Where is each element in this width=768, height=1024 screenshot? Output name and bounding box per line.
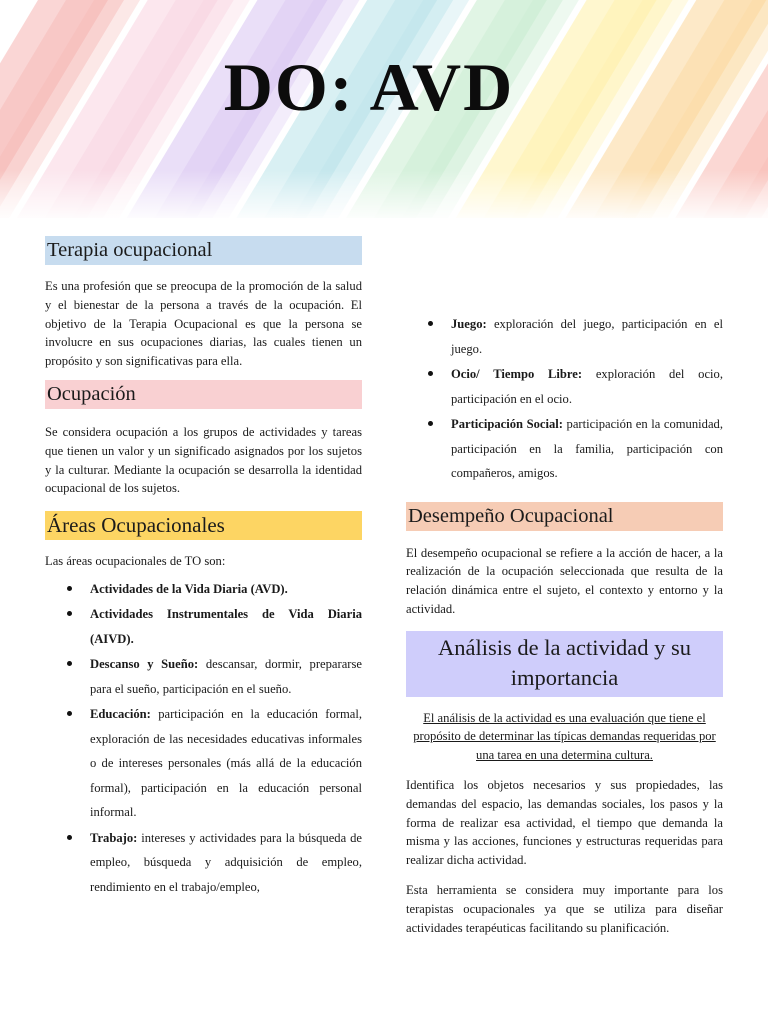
heading-analisis-actividad: Análisis de la actividad y su importancia <box>406 631 723 697</box>
right-column <box>406 312 723 937</box>
areas-intro: Las áreas ocupacionales de TO son: <box>45 554 226 569</box>
left-column <box>45 236 362 900</box>
paragraph-desempeno: El desempeño ocupacional se refiere a la acción de hacer, a la realización de la ocupación seleccionada que resulta de la relación dinámica entre el sujeto, el contexto y entorno y la actividad. <box>406 545 723 616</box>
areas-list-continued <box>406 312 723 486</box>
list-item: Participación Social: participación en la comunidad, participación en la familia, participación con compañeros, amigos. <box>406 412 723 486</box>
heading-terapia-ocupacional: Terapia ocupacional <box>45 236 362 265</box>
page-title: DO: AVD <box>223 49 515 125</box>
list-item: Ocio/ Tiempo Libre: exploración del ocio, participación en el ocio. <box>406 362 723 411</box>
paragraph-analisis-1: Identifica los objetos necesarios y sus propiedades, las demandas del espacio, las demandas sociales, los pasos y la forma de realizar esa actividad, el tiempo que demanda la misma y las acciones, funciones y estructuras requeridas para realizar dicha actividad. <box>406 778 723 868</box>
areas-list <box>45 577 362 900</box>
paragraph-terapia: Es una profesión que se preocupa de la promoción de la salud y el bienestar de la persona a través de la ocupación. El objetivo de la Terapia Ocupacional es que la persona se involucre en sus ocupaciones diarias, las cuales tienen un propósito y son significativas para ella. <box>45 279 362 369</box>
header-banner <box>0 0 768 218</box>
list-item: Descanso y Sueño: descansar, dormir, prepararse para el sueño, participación en el sueño. <box>45 652 362 701</box>
heading-ocupacion: Ocupación <box>45 380 362 409</box>
analisis-definition: El análisis de la actividad es una evaluación que tiene el propósito de determinar las típicas demandas requeridas por una tarea en una determina cultura. <box>413 710 716 763</box>
list-item: Juego: exploración del juego, participación en el juego. <box>406 312 723 361</box>
list-item: Trabajo: intereses y actividades para la búsqueda de empleo, búsqueda y adquisición de empleo, rendimiento en el trabajo/empleo, <box>45 826 362 900</box>
list-item: Educación: participación en la educación formal, exploración de las necesidades educativas informales o de intereses personales (más allá de la educación formal), participación en la educación personal informal. <box>45 702 362 825</box>
list-item: Actividades Instrumentales de Vida Diaria (AIVD). <box>45 602 362 651</box>
heading-desempeno-ocupacional: Desempeño Ocupacional <box>406 502 723 531</box>
paragraph-ocupacion: Se considera ocupación a los grupos de actividades y tareas que tienen un valor y un significado asignados por los sujetos y la culturar. Mediante la ocupación se desarrolla la identidad ocupacional de los sujetos. <box>45 424 362 496</box>
paragraph-analisis-2: Esta herramienta se considera muy importante para los terapistas ocupacionales ya que se utiliza para diseñar actividades terapéuticas facilitando su planificación. <box>406 883 723 935</box>
heading-areas-ocupacionales: Áreas Ocupacionales <box>45 511 362 540</box>
list-item: Actividades de la Vida Diaria (AVD). <box>45 577 362 602</box>
